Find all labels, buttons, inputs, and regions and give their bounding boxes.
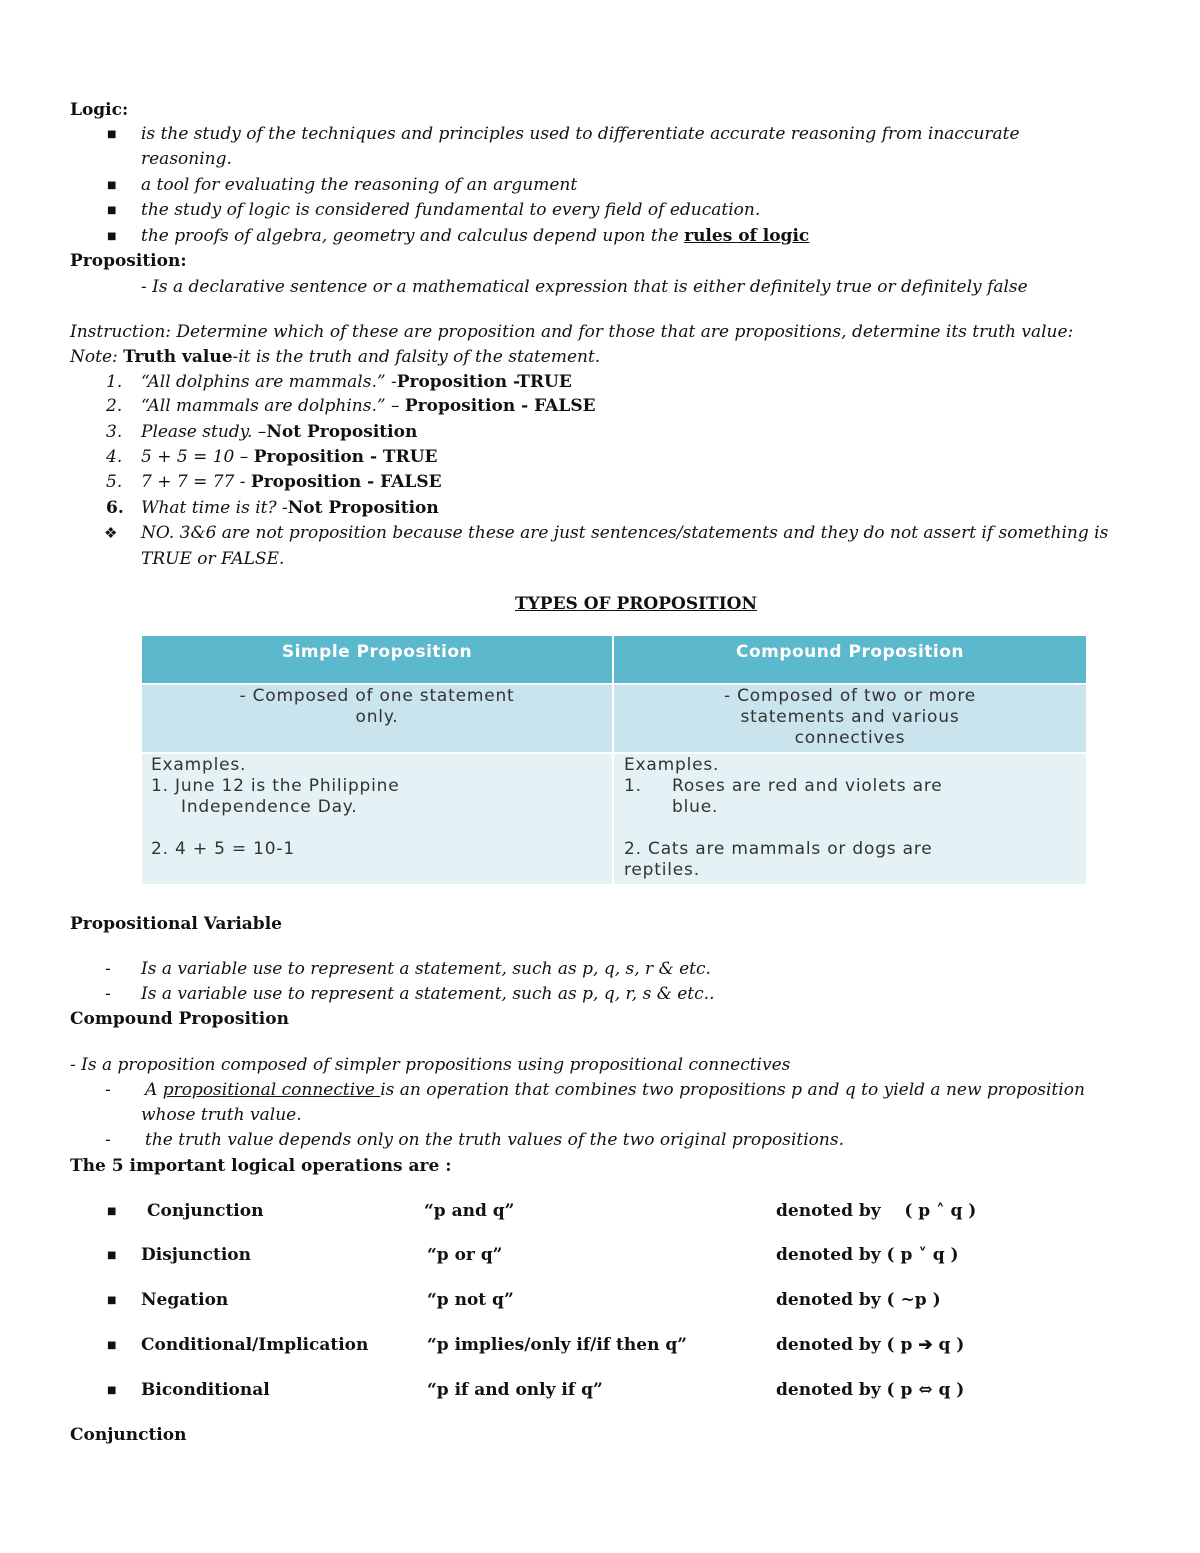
operation-notation: denoted by ( p ⇔ q ) — [776, 1380, 965, 1400]
compound-definition: - Is a proposition composed of simpler propositions using propositional connectives — [70, 1055, 791, 1075]
compound-definition-line: - Composed of two or more — [723, 686, 977, 706]
proposition-heading: Proposition: — [70, 251, 187, 271]
compound-example-1 — [624, 776, 1086, 797]
note-prefix: Note: — [70, 347, 124, 367]
dash-bullet: - — [105, 1130, 111, 1150]
propositional-variable-heading: Propositional Variable — [70, 914, 282, 934]
note-rest: -it is the truth and falsity of the statement. — [232, 347, 601, 367]
bullet-icon: ■ — [107, 1295, 117, 1306]
example-item — [141, 445, 437, 470]
bullet-icon: ■ — [107, 129, 117, 140]
operation-name: Disjunction — [141, 1245, 252, 1265]
truth-value-note — [70, 345, 600, 370]
note-line-1: NO. 3&6 are not proposition because these are just sentences/statements and they do not assert if something is — [141, 523, 1109, 543]
simple-example-2: 2. 4 + 5 = 10-1 — [151, 839, 295, 859]
compound-proposition-header: Compound Proposition — [614, 636, 1086, 683]
operation-phrase: “p if and only if q” — [427, 1380, 603, 1400]
propositional-variable-item: Is a variable use to represent a statement, such as p, q, r, s & etc.. — [141, 984, 715, 1004]
operation-notation: denoted by ( ~p ) — [776, 1290, 941, 1310]
bullet-icon: ■ — [107, 1340, 117, 1351]
types-of-proposition-heading: TYPES OF PROPOSITION — [515, 594, 758, 614]
example-answer: Not Proposition — [287, 498, 439, 518]
bullet-icon: ■ — [107, 180, 117, 191]
operation-phrase: “p implies/only if/if then q” — [427, 1335, 688, 1355]
bullet-icon: ■ — [107, 1250, 117, 1261]
example-text: What time is it? - — [141, 498, 288, 518]
example-answer: Proposition - FALSE — [250, 472, 442, 492]
example-number: 5. — [106, 472, 123, 492]
logic-bullet-2: a tool for evaluating the reasoning of an argument — [141, 175, 578, 195]
rules-of-logic: rules of logic — [684, 226, 810, 246]
examples-label: Examples. — [151, 755, 247, 775]
example-number: 2. — [106, 396, 123, 416]
example-text: 7 + 7 = 77 - — [141, 472, 251, 492]
types-table — [142, 636, 1086, 884]
compound-definition-line: statements and various — [740, 707, 960, 727]
compound-example-1-text: Roses are red and violets are — [672, 776, 943, 796]
simple-proposition-header: Simple Proposition — [142, 636, 612, 683]
compound-definition-cell — [614, 685, 1086, 752]
simple-example-1-cont: Independence Day. — [181, 797, 358, 817]
dash-bullet: - — [105, 984, 111, 1004]
dash-bullet: - — [105, 1080, 111, 1100]
example-item — [141, 394, 596, 419]
bullet-icon: ■ — [107, 231, 117, 242]
compound-definition-line: connectives — [794, 728, 906, 748]
bullet-icon: ■ — [107, 205, 117, 216]
example-answer: Proposition -TRUE — [396, 372, 572, 392]
propositional-variable-item: Is a variable use to represent a statement, such as p, q, s, r & etc. — [141, 959, 711, 979]
bullet-icon: ■ — [107, 1385, 117, 1396]
operation-name: Conditional/Implication — [141, 1335, 369, 1355]
compound-example-2: 2. Cats are mammals or dogs are — [624, 839, 933, 859]
logic-bullet-4-text: the proofs of algebra, geometry and calculus depend upon the — [141, 226, 685, 246]
logic-bullet-1-cont: reasoning. — [141, 149, 232, 169]
operations-heading: The 5 important logical operations are : — [70, 1156, 452, 1176]
compound-proposition-heading: Compound Proposition — [70, 1009, 289, 1029]
simple-example-1: 1. June 12 is the Philippine — [151, 776, 400, 796]
example-item — [141, 496, 439, 521]
example-answer: Proposition - FALSE — [404, 396, 596, 416]
example-text: “All mammals are dolphins.” – — [141, 396, 405, 416]
compound-item-1 — [145, 1078, 1085, 1103]
conjunction-heading: Conjunction — [70, 1425, 187, 1445]
compound-example-1-num: 1. — [624, 776, 642, 796]
example-answer: Proposition - TRUE — [253, 447, 438, 467]
dash-bullet: - — [105, 959, 111, 979]
operation-name: Biconditional — [141, 1380, 270, 1400]
example-item — [141, 470, 442, 495]
example-answer: Not Proposition — [266, 422, 418, 442]
operation-name: Negation — [141, 1290, 229, 1310]
simple-definition-line: only. — [355, 707, 399, 727]
compound-examples-cell — [614, 754, 1086, 884]
example-number: 4. — [106, 447, 123, 467]
operation-notation: denoted by ( p ˅ q ) — [776, 1245, 959, 1265]
logic-bullet-3: the study of logic is considered fundamental to every field of education. — [141, 200, 761, 220]
instruction-text: Instruction: Determine which of these are proposition and for those that are propositions, determine its truth value: — [70, 322, 1074, 342]
propositional-connective-term: propositional connective — [162, 1080, 381, 1100]
operation-phrase: “p not q” — [427, 1290, 514, 1310]
example-item — [141, 420, 417, 445]
operation-notation: denoted by ( p ➔ q ) — [776, 1335, 965, 1355]
example-item — [141, 370, 572, 395]
diamond-bullet-icon: ❖ — [104, 524, 118, 542]
operation-phrase: “p or q” — [427, 1245, 503, 1265]
logic-bullet-4 — [141, 224, 809, 249]
simple-examples-cell — [142, 754, 612, 884]
note-line-2: TRUE or FALSE. — [141, 549, 285, 569]
example-number: 6. — [106, 498, 124, 518]
simple-definition-line: - Composed of one statement — [239, 686, 515, 706]
example-number: 3. — [106, 422, 123, 442]
compound-item-1-pre: A — [145, 1080, 163, 1100]
compound-example-1-cont: blue. — [672, 797, 719, 817]
example-number: 1. — [106, 372, 123, 392]
compound-example-2-cont: reptiles. — [624, 860, 700, 880]
logic-heading: Logic: — [70, 100, 129, 120]
proposition-definition: - Is a declarative sentence or a mathematical expression that is either definitely true or definitely false — [141, 277, 1028, 297]
bullet-icon: ■ — [107, 1206, 117, 1217]
simple-definition-cell — [142, 685, 612, 752]
example-text: Please study. – — [141, 422, 267, 442]
compound-item-2: the truth value depends only on the truth values of the two original propositions. — [145, 1130, 844, 1150]
operation-name: Conjunction — [147, 1201, 264, 1221]
compound-item-1-post: is an operation that combines two propositions p and q to yield a new proposition — [380, 1080, 1085, 1100]
compound-item-1-cont: whose truth value. — [141, 1105, 302, 1125]
example-text: 5 + 5 = 10 – — [141, 447, 254, 467]
note-bold: Truth value — [123, 347, 233, 367]
operation-phrase: “p and q” — [424, 1201, 515, 1221]
operation-notation: denoted by ( p ˄ q ) — [776, 1201, 977, 1221]
examples-label: Examples. — [624, 755, 720, 775]
example-text: “All dolphins are mammals.” - — [141, 372, 397, 392]
logic-bullet-1: is the study of the techniques and principles used to differentiate accurate reasoning from inaccurate — [141, 124, 1020, 144]
